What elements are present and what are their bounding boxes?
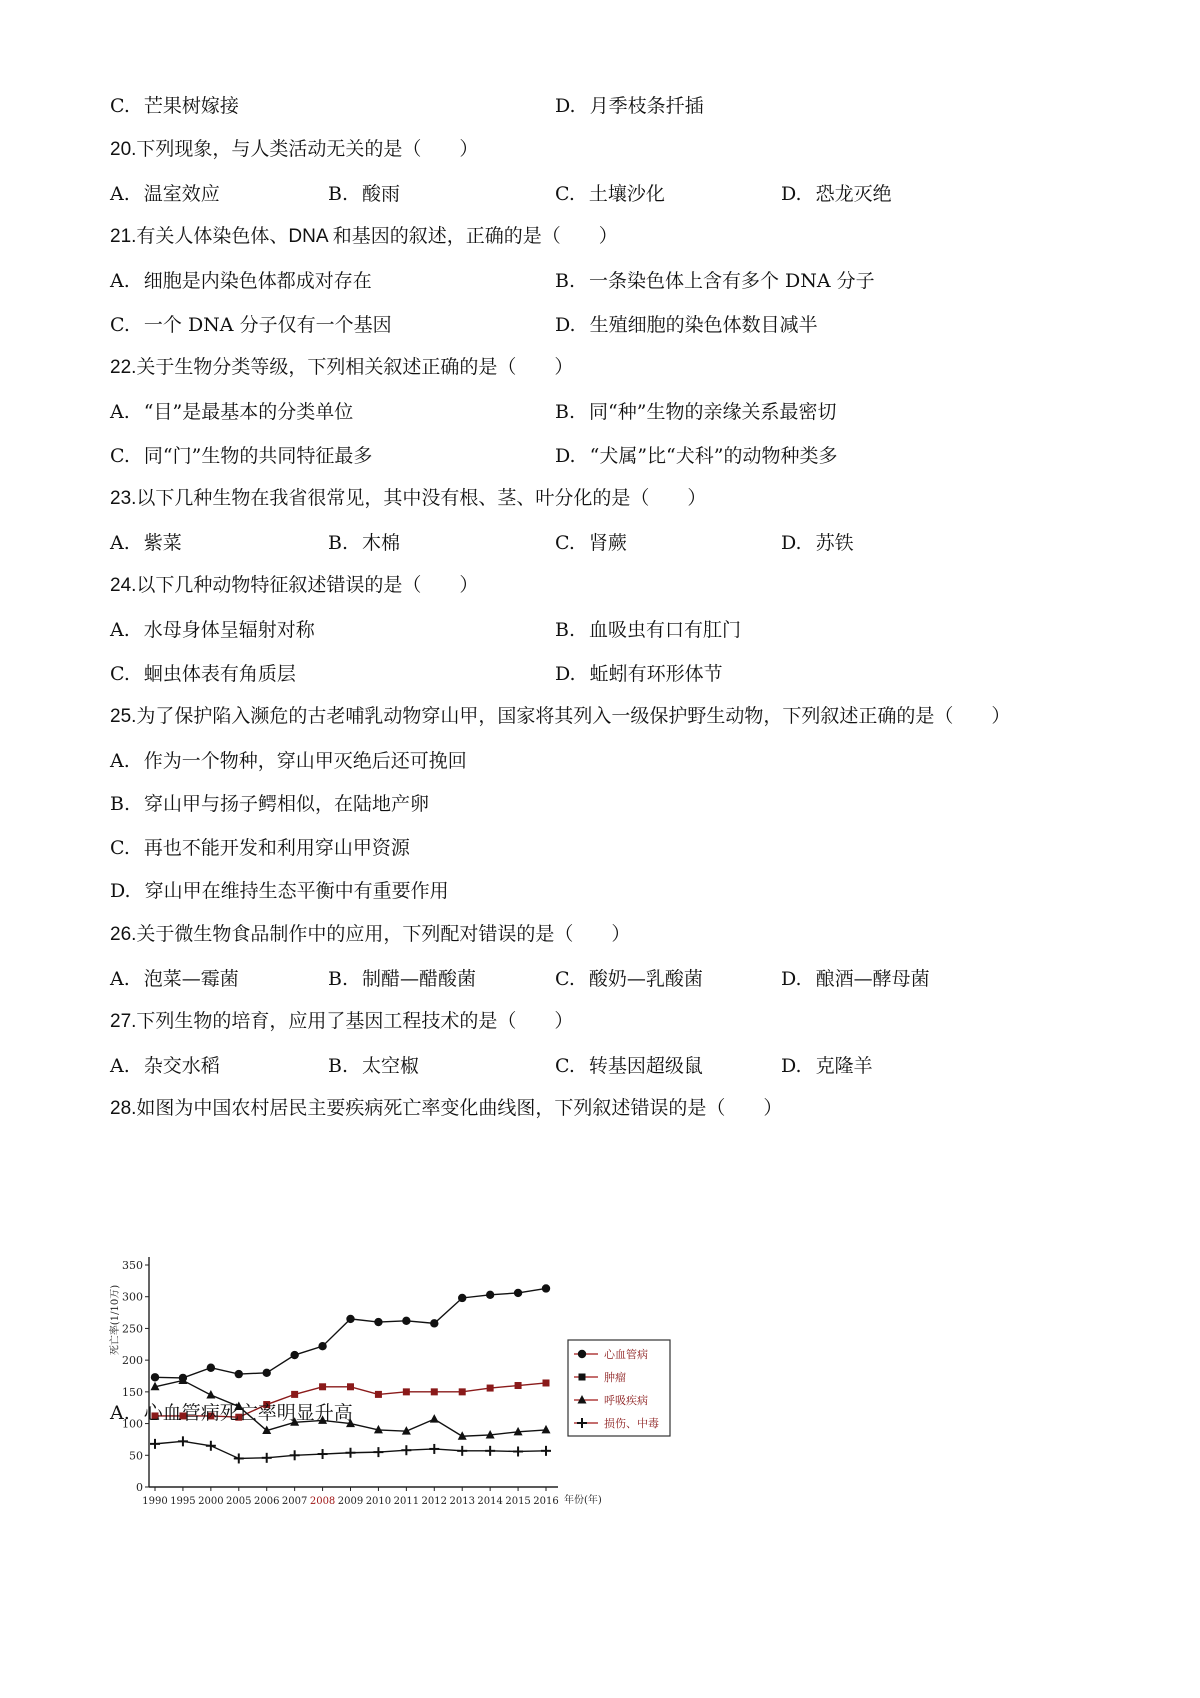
q20-a-text: 温室效应 [143, 183, 220, 205]
q20-b-text: 酸雨 [362, 183, 401, 205]
legend-label: 呼吸疾病 [604, 1394, 648, 1407]
data-point-square [319, 1383, 326, 1390]
q22-b-label: B. [555, 401, 576, 423]
q24-d-text: 蚯蚓有环形体节 [589, 663, 723, 685]
q25-d-label: D. [110, 880, 131, 902]
legend-label: 损伤、中毒 [604, 1417, 659, 1430]
q28-a-text: 心血管病死亡率明显升高 [143, 1402, 353, 1424]
q27-b-text: 太空椒 [362, 1055, 420, 1077]
q23-option-b [328, 531, 400, 555]
q26-option-b [328, 967, 476, 991]
q26-a-label: A. [110, 968, 130, 990]
q21-option-c [110, 313, 392, 337]
q21-option-a [110, 269, 372, 293]
q24-b-label: B. [555, 619, 576, 641]
data-point-circle [402, 1317, 410, 1325]
q21-a-text: 细胞是内染色体都成对存在 [143, 270, 372, 292]
q25-stem: 25.为了保护陷入濒危的古老哺乳动物穿山甲，国家将其列入一级保护野生动物，下列叙述正确的是（ ） [110, 706, 1011, 727]
data-point-square [487, 1385, 494, 1392]
legend-label: 心血管病 [604, 1348, 648, 1361]
q26-a-text: 泡菜—霉菌 [143, 968, 239, 990]
x-tick-label: 2006 [253, 1496, 280, 1507]
data-point-circle [514, 1289, 522, 1297]
x-tick-label: 2009 [337, 1496, 364, 1507]
q20-option-d [781, 182, 892, 206]
q23-b-text: 木棉 [362, 532, 401, 554]
q22-option-a [110, 400, 353, 424]
q20-option-a [110, 182, 220, 206]
chart-legend [568, 1340, 670, 1436]
q27-stem: 27.下列生物的培育，应用了基因工程技术的是（ ） [110, 1011, 574, 1032]
series-3 [150, 1436, 551, 1463]
q22-option-b [555, 400, 836, 424]
q26-c-text: 酸奶—乳酸菌 [588, 968, 703, 990]
x-axis-label: 年份(年) [564, 1495, 602, 1506]
q26-option-a [110, 967, 239, 991]
q19-option-c [110, 94, 239, 118]
q20-c-text: 土壤沙化 [588, 183, 665, 205]
q22-stem: 22.关于生物分类等级，下列相关叙述正确的是（ ） [110, 357, 574, 378]
q21-a-label: A. [110, 270, 130, 292]
q20-a-label: A. [110, 183, 130, 205]
q23-option-a [110, 531, 182, 555]
y-tick-label: 100 [122, 1417, 143, 1431]
data-point-triangle [542, 1425, 551, 1434]
q25-d-text: 穿山甲在维持生态平衡中有重要作用 [144, 880, 449, 902]
q28-option-a [110, 1401, 353, 1425]
x-tick-label: 1990 [142, 1496, 168, 1507]
x-tick-label: 2010 [365, 1496, 392, 1507]
q26-b-label: B. [328, 968, 349, 990]
data-point-triangle [206, 1390, 215, 1399]
q27-c-label: C. [555, 1055, 575, 1077]
data-point-circle [235, 1370, 243, 1378]
q25-a-label: A. [110, 750, 130, 772]
data-point-circle [578, 1350, 586, 1358]
q25-option-c [110, 836, 410, 860]
y-tick-label: 350 [122, 1259, 143, 1272]
q19-c-text: 芒果树嫁接 [143, 95, 239, 117]
data-point-square [515, 1382, 522, 1389]
q26-b-text: 制醋—醋酸菌 [362, 968, 477, 990]
q20-c-label: C. [555, 183, 575, 205]
y-tick-label: 50 [129, 1449, 143, 1463]
q25-a-text: 作为一个物种，穿山甲灭绝后还可挽回 [143, 750, 467, 772]
q27-d-text: 克隆羊 [815, 1055, 873, 1077]
data-point-circle [263, 1369, 271, 1377]
q24-stem: 24.以下几种动物特征叙述错误的是（ ） [110, 575, 479, 596]
data-point-square [375, 1391, 382, 1398]
q25-b-text: 穿山甲与扬子鳄相似，在陆地产卵 [144, 793, 430, 815]
data-point-circle [458, 1294, 466, 1302]
q24-a-label: A. [110, 619, 130, 641]
x-tick-label: 1995 [170, 1496, 196, 1507]
x-tick-label: 2007 [281, 1496, 308, 1507]
data-point-circle [374, 1318, 382, 1326]
data-point-circle [542, 1284, 550, 1292]
q27-option-b [328, 1054, 419, 1078]
q23-a-label: A. [110, 532, 130, 554]
q22-b-text: 同“种”生物的亲缘关系最密切 [589, 401, 837, 423]
q22-option-d [555, 444, 837, 468]
q23-stem: 23.以下几种生物在我省很常见，其中没有根、茎、叶分化的是（ ） [110, 488, 707, 509]
data-point-circle [290, 1351, 298, 1359]
x-tick-label: 2008 [309, 1496, 336, 1507]
y-axis-label: 死亡率(1/10万) [110, 1284, 121, 1356]
q25-c-label: C. [110, 837, 130, 859]
q21-option-d [555, 313, 818, 337]
q27-option-c [555, 1054, 703, 1078]
q20-d-label: D. [781, 183, 802, 205]
q22-c-label: C. [110, 445, 130, 467]
q21-b-label: B. [555, 270, 576, 292]
q26-d-label: D. [781, 968, 802, 990]
q27-option-d [781, 1054, 873, 1078]
x-tick-label: 2013 [449, 1496, 475, 1507]
q19-d-text: 月季枝条扦插 [589, 95, 704, 117]
q25-option-a [110, 749, 467, 773]
data-point-circle [318, 1342, 326, 1350]
q20-b-label: B. [328, 183, 349, 205]
q24-d-label: D. [555, 663, 576, 685]
q26-stem: 26.关于微生物食品制作中的应用，下列配对错误的是（ ） [110, 924, 631, 945]
q22-a-text: “目”是最基本的分类单位 [143, 401, 354, 423]
q24-b-text: 血吸虫有口有肛门 [589, 619, 742, 641]
q24-c-text: 蛔虫体表有角质层 [143, 663, 296, 685]
series-0 [151, 1284, 550, 1382]
data-point-square [459, 1388, 466, 1395]
q25-b-label: B. [110, 793, 131, 815]
q22-option-c [110, 444, 372, 468]
q22-d-label: D. [555, 445, 576, 467]
q27-c-text: 转基因超级鼠 [588, 1055, 703, 1077]
q23-option-c [555, 531, 627, 555]
mortality-line-chart [112, 1240, 742, 1525]
data-point-square [543, 1379, 550, 1386]
x-tick-label: 2012 [421, 1496, 448, 1507]
q24-option-a [110, 618, 315, 642]
data-point-square [291, 1391, 298, 1398]
q25-c-text: 再也不能开发和利用穿山甲资源 [143, 837, 410, 859]
y-tick-label: 200 [122, 1354, 143, 1368]
q27-a-label: A. [110, 1055, 130, 1077]
data-point-square [403, 1388, 410, 1395]
q20-option-b [328, 182, 400, 206]
q28-a-label: A. [110, 1402, 130, 1424]
q24-c-label: C. [110, 663, 130, 685]
q20-d-text: 恐龙灭绝 [815, 183, 892, 205]
q21-d-text: 生殖细胞的染色体数目减半 [589, 314, 818, 336]
data-point-square [431, 1388, 438, 1395]
data-point-circle [346, 1315, 354, 1323]
q23-option-d [781, 531, 854, 555]
q21-option-b [555, 269, 875, 293]
q24-option-b [555, 618, 741, 642]
q24-option-c [110, 662, 296, 686]
q20-stem: 20.下列现象，与人类活动无关的是（ ） [110, 139, 479, 160]
y-tick-label: 150 [122, 1385, 143, 1399]
q26-c-label: C. [555, 968, 575, 990]
q21-d-label: D. [555, 314, 576, 336]
data-point-square [579, 1374, 586, 1381]
q28-stem: 28.如图为中国农村居民主要疾病死亡率变化曲线图，下列叙述错误的是（ ） [110, 1098, 783, 1119]
x-tick-label: 2005 [226, 1496, 252, 1507]
q22-d-text: “犬属”比“犬科”的动物种类多 [589, 445, 838, 467]
q19-option-d [555, 94, 704, 118]
q26-option-c [555, 967, 703, 991]
q27-option-a [110, 1054, 220, 1078]
x-tick-label: 2016 [533, 1496, 559, 1507]
q23-d-label: D. [781, 532, 802, 554]
q23-b-label: B. [328, 532, 349, 554]
legend-label: 肿瘤 [604, 1371, 626, 1384]
chart-series [150, 1284, 551, 1463]
q19-c-label: C. [110, 95, 130, 117]
data-point-square [347, 1383, 354, 1390]
q21-c-label: C. [110, 314, 130, 336]
q27-d-label: D. [781, 1055, 802, 1077]
data-point-circle [151, 1373, 159, 1381]
q26-d-text: 酿酒—酵母菌 [815, 968, 930, 990]
x-tick-label: 2014 [477, 1496, 503, 1507]
q21-b-text: 一条染色体上含有多个 DNA 分子 [589, 270, 875, 292]
q19-d-label: D. [555, 95, 576, 117]
q23-c-text: 肾蕨 [588, 532, 627, 554]
q22-c-text: 同“门”生物的共同特征最多 [143, 445, 373, 467]
q25-option-d [110, 879, 449, 903]
q21-stem: 21.有关人体染色体、DNA 和基因的叙述，正确的是（ ） [110, 226, 618, 247]
x-tick-label: 2015 [505, 1496, 531, 1507]
q23-c-label: C. [555, 532, 575, 554]
q24-option-d [555, 662, 723, 686]
q23-d-text: 苏铁 [815, 532, 854, 554]
x-tick-label: 2011 [393, 1496, 420, 1507]
q22-a-label: A. [110, 401, 130, 423]
q26-option-d [781, 967, 930, 991]
data-point-circle [430, 1319, 438, 1327]
q27-a-text: 杂交水稻 [143, 1055, 220, 1077]
q21-c-text: 一个 DNA 分子仅有一个基因 [143, 314, 392, 336]
series-line [155, 1288, 546, 1377]
y-tick-label: 250 [122, 1322, 143, 1336]
data-point-circle [207, 1364, 215, 1372]
data-point-circle [486, 1291, 494, 1299]
y-tick-label: 0 [136, 1481, 143, 1494]
q23-a-text: 紫菜 [143, 532, 182, 554]
data-point-triangle [430, 1414, 439, 1423]
q20-option-c [555, 182, 665, 206]
q25-option-b [110, 792, 429, 816]
x-tick-label: 2000 [198, 1496, 224, 1507]
q27-b-label: B. [328, 1055, 349, 1077]
y-tick-label: 300 [122, 1290, 143, 1304]
data-point-triangle [578, 1395, 587, 1404]
q24-a-text: 水母身体呈辐射对称 [143, 619, 315, 641]
